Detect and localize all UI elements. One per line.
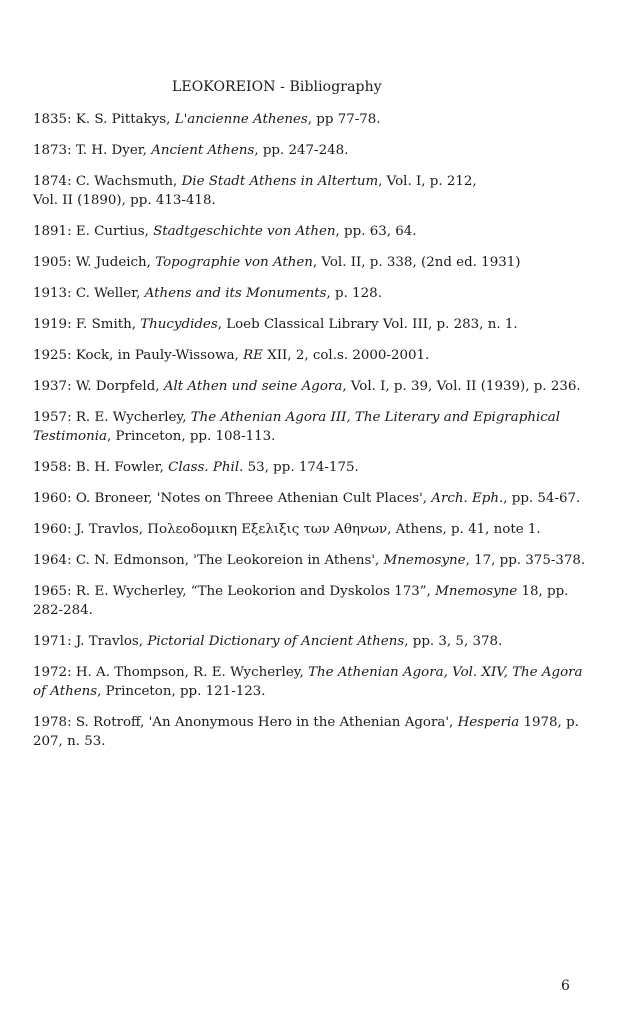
entry-text: 282-284. [33,603,93,618]
entry-year: 1960: [33,522,72,537]
entry-text: 53, pp. 174-175. [243,460,359,475]
entry-text: , Vol. II, p. 338, (2nd ed. 1931) [312,255,521,270]
entry-text: F. Smith, [71,317,141,332]
bibliography-entry [33,551,593,570]
entry-text: W. Judeich, [71,255,156,270]
entry-title: Hesperia [457,715,520,730]
entry-year: 1965: [33,584,72,599]
entry-year: 1978: [33,715,72,730]
entry-continuation [33,427,593,446]
entry-title: Stadtgeschichte von Athen [153,224,336,239]
entry-title: The Athenian Agora III, The Literary and Epigraphical [190,410,561,425]
entry-text: C. Weller, [71,286,145,301]
entry-year: 1891: [33,224,72,239]
entry-text: K. S. Pittakys, [71,112,175,127]
bibliography-entry [33,408,593,446]
entry-text: R. E. Wycherley, [71,410,191,425]
entry-title: Mnemosyne [383,553,466,568]
bibliography-list [33,110,593,763]
entry-text: R. E. Wycherley, “The Leokorion and Dyskolos 173”, [71,584,436,599]
entry-text: T. H. Dyer, [71,143,152,158]
entry-year: 1971: [33,634,72,649]
entry-year: 1972: [33,665,72,680]
entry-year: 1874: [33,174,72,189]
entry-text: C. Wachsmuth, [71,174,182,189]
entry-year: 1960: [33,491,72,506]
entry-text: H. A. Thompson, R. E. Wycherley, [71,665,309,680]
entry-continuation [33,601,593,620]
entry-text: , Vol. I, p. 39, Vol. II (1939), p. 236. [342,379,581,394]
page-number: 6 [561,978,570,994]
bibliography-entry [33,222,593,241]
entry-year: 1925: [33,348,72,363]
entry-text: , pp. 247-248. [254,143,349,158]
entry-year: 1873: [33,143,72,158]
entry-title: Ancient Athens [151,143,255,158]
entry-text: 207, n. 53. [33,734,106,749]
bibliography-entry [33,520,593,539]
entry-title: Arch. Eph. [431,491,504,506]
entry-text: Vol. II (1890), pp. 413-418. [33,193,216,208]
entry-title: Class. Phil. [168,460,244,475]
entry-text: J. Travlos, Πολεοδομικη Εξελιξις των Αθηνων, Athens, p. 41, note 1. [71,522,541,537]
entry-year: 1957: [33,410,72,425]
bibliography-entry [33,663,593,701]
entry-text: , pp 77-78. [307,112,381,127]
entry-text: , pp. 54-67. [503,491,581,506]
entry-year: 1964: [33,553,72,568]
entry-year: 1913: [33,286,72,301]
entry-text: 18, pp. [517,584,569,599]
entry-continuation [33,732,593,751]
bibliography-entry [33,377,593,396]
bibliography-entry [33,632,593,651]
bibliography-entry [33,315,593,334]
entry-title: Thucydides [140,317,218,332]
bibliography-entry [33,346,593,365]
bibliography-entry [33,110,593,129]
bibliography-entry [33,713,593,751]
entry-title: Testimonia [33,429,108,444]
entry-title: Die Stadt Athens in Altertum [181,174,379,189]
entry-text: , Loeb Classical Library Vol. III, p. 283, n. 1. [217,317,518,332]
entry-text: B. H. Fowler, [71,460,169,475]
entry-text: , 17, pp. 375-378. [465,553,586,568]
entry-title: RE [243,348,263,363]
entry-title: L'ancienne Athenes [174,112,308,127]
bibliography-entry [33,141,593,160]
entry-text: C. N. Edmonson, 'The Leokoreion in Athens', [71,553,384,568]
entry-text: , pp. 3, 5, 378. [404,634,503,649]
bibliography-entry [33,284,593,303]
bibliography-entry [33,458,593,477]
entry-text: O. Broneer, 'Notes on Threee Athenian Cult Places', [71,491,432,506]
entry-continuation [33,682,593,701]
entry-title: Mnemosyne [435,584,518,599]
entry-title: of Athens [33,684,98,699]
entry-year: 1958: [33,460,72,475]
entry-text: S. Rotroff, 'An Anonymous Hero in the Athenian Agora', [71,715,458,730]
bibliography-entry [33,172,593,210]
entry-text: J. Travlos, [71,634,148,649]
bibliography-entry [33,253,593,272]
entry-year: 1835: [33,112,72,127]
entry-title: Topographie von Athen [155,255,313,270]
entry-text: , Princeton, pp. 108-113. [107,429,276,444]
entry-text: XII, 2, col.s. 2000-2001. [262,348,430,363]
entry-year: 1919: [33,317,72,332]
entry-title: Athens and its Monuments [144,286,327,301]
entry-continuation [33,191,593,210]
bibliography-entry [33,582,593,620]
entry-title: The Athenian Agora, Vol. XIV, The Agora [308,665,583,680]
entry-text: , pp. 63, 64. [335,224,417,239]
entry-text: , Princeton, pp. 121-123. [97,684,266,699]
entry-text: , p. 128. [326,286,382,301]
entry-title: Pictorial Dictionary of Ancient Athens [147,634,405,649]
entry-text: 1978, p. [519,715,579,730]
entry-year: 1937: [33,379,72,394]
entry-text: Kock, in Pauly-Wissowa, [71,348,244,363]
entry-text: W. Dorpfeld, [71,379,164,394]
entry-year: 1905: [33,255,72,270]
entry-title: Alt Athen und seine Agora [163,379,343,394]
bibliography-entry [33,489,593,508]
entry-text: E. Curtius, [71,224,154,239]
page-title: LEOKOREION - Bibliography [172,79,382,95]
entry-text: , Vol. I, p. 212, [378,174,477,189]
